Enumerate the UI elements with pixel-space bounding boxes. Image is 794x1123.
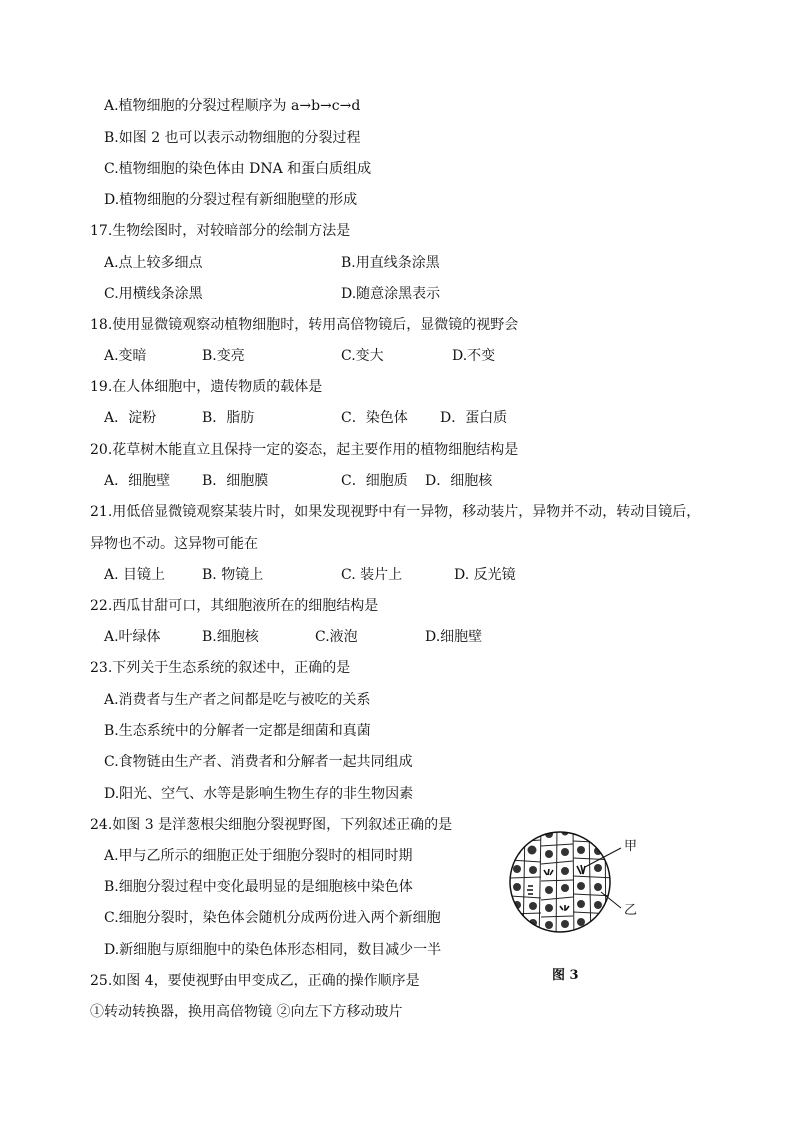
q23-option-c: C.食物链由生产者、消费者和分解者一起共同组成 — [104, 754, 413, 770]
q17-option-c: C.用横线条涂黑 — [104, 286, 203, 302]
figure-3-label-jia: 甲 — [624, 839, 638, 854]
q16-option-d: D.植物细胞的分裂过程有新细胞壁的形成 — [104, 192, 358, 208]
q20-option-c: C．细胞质 — [341, 473, 408, 489]
q18-option-a: A.变暗 — [104, 348, 147, 364]
q19-stem: 19.在人体细胞中，遗传物质的载体是 — [90, 379, 323, 395]
figure-3-caption: 图 3 — [552, 968, 579, 983]
q19-option-c: C．染色体 — [341, 410, 408, 426]
q16-option-b: B.如图 2 也可以表示动物细胞的分裂过程 — [104, 130, 361, 146]
q21-option-b: B. 物镜上 — [202, 567, 264, 583]
q23-option-b: B.生态系统中的分解者一定都是细菌和真菌 — [104, 723, 371, 739]
q22-option-a: A.叶绿体 — [104, 629, 161, 645]
q17-option-d: D.随意涂黑表示 — [341, 286, 441, 302]
q18-option-c: C.变大 — [341, 348, 384, 364]
q21-option-d: D. 反光镜 — [454, 567, 516, 583]
q16-option-a: A.植物细胞的分裂过程顺序为 a→b→c→d — [104, 98, 361, 114]
q23-option-a: A.消费者与生产者之间都是吃与被吃的关系 — [104, 692, 371, 708]
q24-stem: 24.如图 3 是洋葱根尖细胞分裂视野图，下列叙述正确的是 — [90, 817, 453, 833]
q20-option-d: D．细胞核 — [425, 473, 493, 489]
q20-option-b: B．细胞膜 — [202, 473, 269, 489]
q24-option-d: D.新细胞与原细胞中的染色体形态相同，数目减少一半 — [104, 942, 442, 958]
figure-3-label-yi: 乙 — [624, 903, 638, 918]
q19-option-d: D．蛋白质 — [440, 410, 508, 426]
q22-option-c: C.液泡 — [315, 629, 358, 645]
q22-option-b: B.细胞核 — [202, 629, 259, 645]
q24-option-a: A.甲与乙所示的细胞正处于细胞分裂时的相同时期 — [104, 848, 413, 864]
q17-stem: 17.生物绘图时，对较暗部分的绘制方法是 — [90, 223, 351, 239]
q18-option-d: D.不变 — [452, 348, 496, 364]
q20-option-a: A．细胞壁 — [104, 473, 171, 489]
q25-operations: ①转动转换器，换用高倍物镜 ②向左下方移动玻片 — [90, 1004, 403, 1020]
q21-stem-line2: 异物也不动。这异物可能在 — [90, 536, 258, 552]
q21-stem-line1: 21.用低倍显微镜观察某装片时，如果发现视野中有一异物，移动装片，异物并不动，转动目镜后， — [90, 504, 701, 520]
q20-stem: 20.花草树木能直立且保持一定的姿态，起主要作用的植物细胞结构是 — [90, 442, 519, 458]
q18-stem: 18.使用显微镜观察动植物细胞时，转用高倍物镜后，显微镜的视野会 — [90, 317, 519, 333]
q24-option-c: C.细胞分裂时，染色体会随机分成两份进入两个新细胞 — [104, 910, 441, 926]
q18-option-b: B.变亮 — [202, 348, 245, 364]
q23-option-d: D.阳光、空气、水等是影响生物生存的非生物因素 — [104, 786, 414, 802]
q22-option-d: D.细胞壁 — [425, 629, 483, 645]
q22-stem: 22.西瓜甘甜可口，其细胞液所在的细胞结构是 — [90, 598, 379, 614]
q21-option-a: A. 目镜上 — [104, 567, 166, 583]
q17-option-a: A.点上较多细点 — [104, 255, 203, 271]
q23-stem: 23.下列关于生态系统的叙述中，正确的是 — [90, 660, 351, 676]
q17-option-b: B.用直线条涂黑 — [341, 255, 440, 271]
q24-option-b: B.细胞分裂过程中变化最明显的是细胞核中染色体 — [104, 879, 413, 895]
q19-option-a: A．淀粉 — [104, 410, 157, 426]
q16-option-c: C.植物细胞的染色体由 DNA 和蛋白质组成 — [104, 161, 372, 177]
q21-option-c: C. 装片上 — [341, 567, 403, 583]
q19-option-b: B．脂肪 — [202, 410, 255, 426]
q25-stem: 25.如图 4，要使视野由甲变成乙，正确的操作顺序是 — [90, 973, 420, 989]
